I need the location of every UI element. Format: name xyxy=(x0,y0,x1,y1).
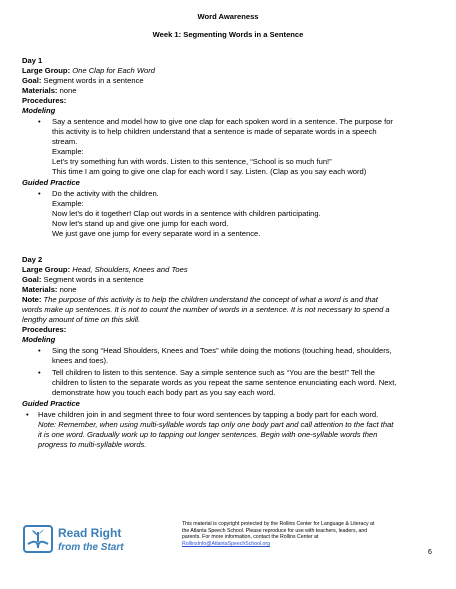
bullet: • xyxy=(38,368,41,377)
day1-modeling: Modeling xyxy=(22,106,56,115)
large-group-value: Head, Shoulders, Knees and Toes xyxy=(72,265,188,274)
day1-large-group xyxy=(22,66,155,76)
large-group-label: Large Group: xyxy=(22,265,71,274)
day1-goal xyxy=(22,76,144,86)
text-line: stream. xyxy=(52,137,78,146)
day2-heading: Day 2 xyxy=(22,255,43,264)
day2-note xyxy=(22,295,378,305)
page-number: 6 xyxy=(428,549,432,556)
text-line: Example: xyxy=(52,199,84,208)
bullet: • xyxy=(26,410,29,419)
contact-email-link[interactable]: RollinsInfo@AtlantaSpeechSchool.org xyxy=(182,540,271,547)
day1-guided-practice: Guided Practice xyxy=(22,178,80,187)
copyright-notice xyxy=(182,521,402,547)
large-group-value: One Clap for Each Word xyxy=(72,66,155,75)
goal-value: Segment words in a sentence xyxy=(43,76,144,85)
bullet: • xyxy=(38,117,41,126)
text-line: Now let’s do it together! Clap out words in a sentence with children participating. xyxy=(52,209,321,218)
text-line: Note: Remember, when using multi-syllable words tap only one body part and call attention to the fact that xyxy=(38,420,394,429)
book-tree-icon xyxy=(22,524,54,556)
logo-text-read-right: Read Right xyxy=(58,526,122,540)
day2-materials xyxy=(22,285,76,295)
materials-value: none xyxy=(59,86,77,95)
text-line: demonstrate how you touch each body part as you say each word. xyxy=(52,388,276,397)
text-line: Let’s try something fun with words. Listen to this sentence, “School is so much fun!” xyxy=(52,157,332,166)
bullet: • xyxy=(38,346,41,355)
text-line: progress to multi-syllable words. xyxy=(38,440,147,449)
text-line: Tell children to listen to this sentence. Say a simple sentence such as “You are the best!” Tell the xyxy=(52,368,375,377)
text-line: Say a sentence and model how to give one clap for each spoken word in a sentence. The purpose for xyxy=(52,117,393,126)
day1-materials xyxy=(22,86,76,96)
text-line: We just gave one jump for every separate word in a sentence. xyxy=(52,229,261,238)
materials-label: Materials: xyxy=(22,285,58,294)
day2-modeling: Modeling xyxy=(22,335,56,344)
day2-large-group xyxy=(22,265,188,275)
copyright-line: parents. For more information, contact the Rollins Center at xyxy=(182,534,319,541)
day1-heading: Day 1 xyxy=(22,56,43,65)
day2-guided-practice: Guided Practice xyxy=(22,399,80,408)
note-text: The purpose of this activity is to help the children understand the concept of what a word is and that xyxy=(43,295,378,304)
day1-procedures: Procedures: xyxy=(22,96,67,105)
read-right-logo xyxy=(22,520,162,560)
goal-label: Goal: xyxy=(22,275,42,284)
text-line: Have children join in and segment three to four word sentences by tapping a body part for each word. xyxy=(38,410,379,419)
large-group-label: Large Group: xyxy=(22,66,71,75)
text-line: Do the activity with the children. xyxy=(52,189,159,198)
text-line: Now let’s stand up and give one jump for each word. xyxy=(52,219,229,228)
goal-label: Goal: xyxy=(22,76,42,85)
bullet: • xyxy=(38,189,41,198)
text-line: lengthy amount of time on this skill. xyxy=(22,315,141,324)
copyright-line: the Atlanta Speech School. Please reproduce for use with teachers, leaders, and xyxy=(182,527,368,534)
goal-value: Segment words in a sentence xyxy=(43,275,144,284)
text-line: This time I am going to give one clap for each word I say. Listen. (Clap as you say each word) xyxy=(52,167,367,176)
materials-value: none xyxy=(59,285,77,294)
document-title: Word Awareness xyxy=(197,12,259,21)
text-line: it is one word. Gradually work up to tapping out longer sentences. Begin with one-syllable words then xyxy=(38,430,378,439)
day2-procedures: Procedures: xyxy=(22,325,67,334)
day2-goal xyxy=(22,275,144,285)
text-line: knees and toes). xyxy=(52,356,109,365)
week-heading: Week 1: Segmenting Words in a Sentence xyxy=(152,30,304,39)
logo-text-from-the-start: from the Start xyxy=(58,542,124,553)
note-label: Note: xyxy=(22,295,42,304)
copyright-line: This material is copyright protected by the Rollins Center for Language & Literacy at xyxy=(182,521,375,527)
text-line: Example: xyxy=(52,147,84,156)
text-line: Sing the song “Head Shoulders, Knees and Toes” while doing the motions (touching head, shoulders, xyxy=(52,346,392,355)
text-line: children to listen to the separate words as you repeat the same sentence enunciating each word. Next, xyxy=(52,378,397,387)
materials-label: Materials: xyxy=(22,86,58,95)
text-line: words make up sentences. It is not to count the number of words in a sentence. It is not necessary to spend a xyxy=(22,305,390,314)
text-line: this activity is to help children understand that a sentence is made of separate words in a speech xyxy=(52,127,377,136)
